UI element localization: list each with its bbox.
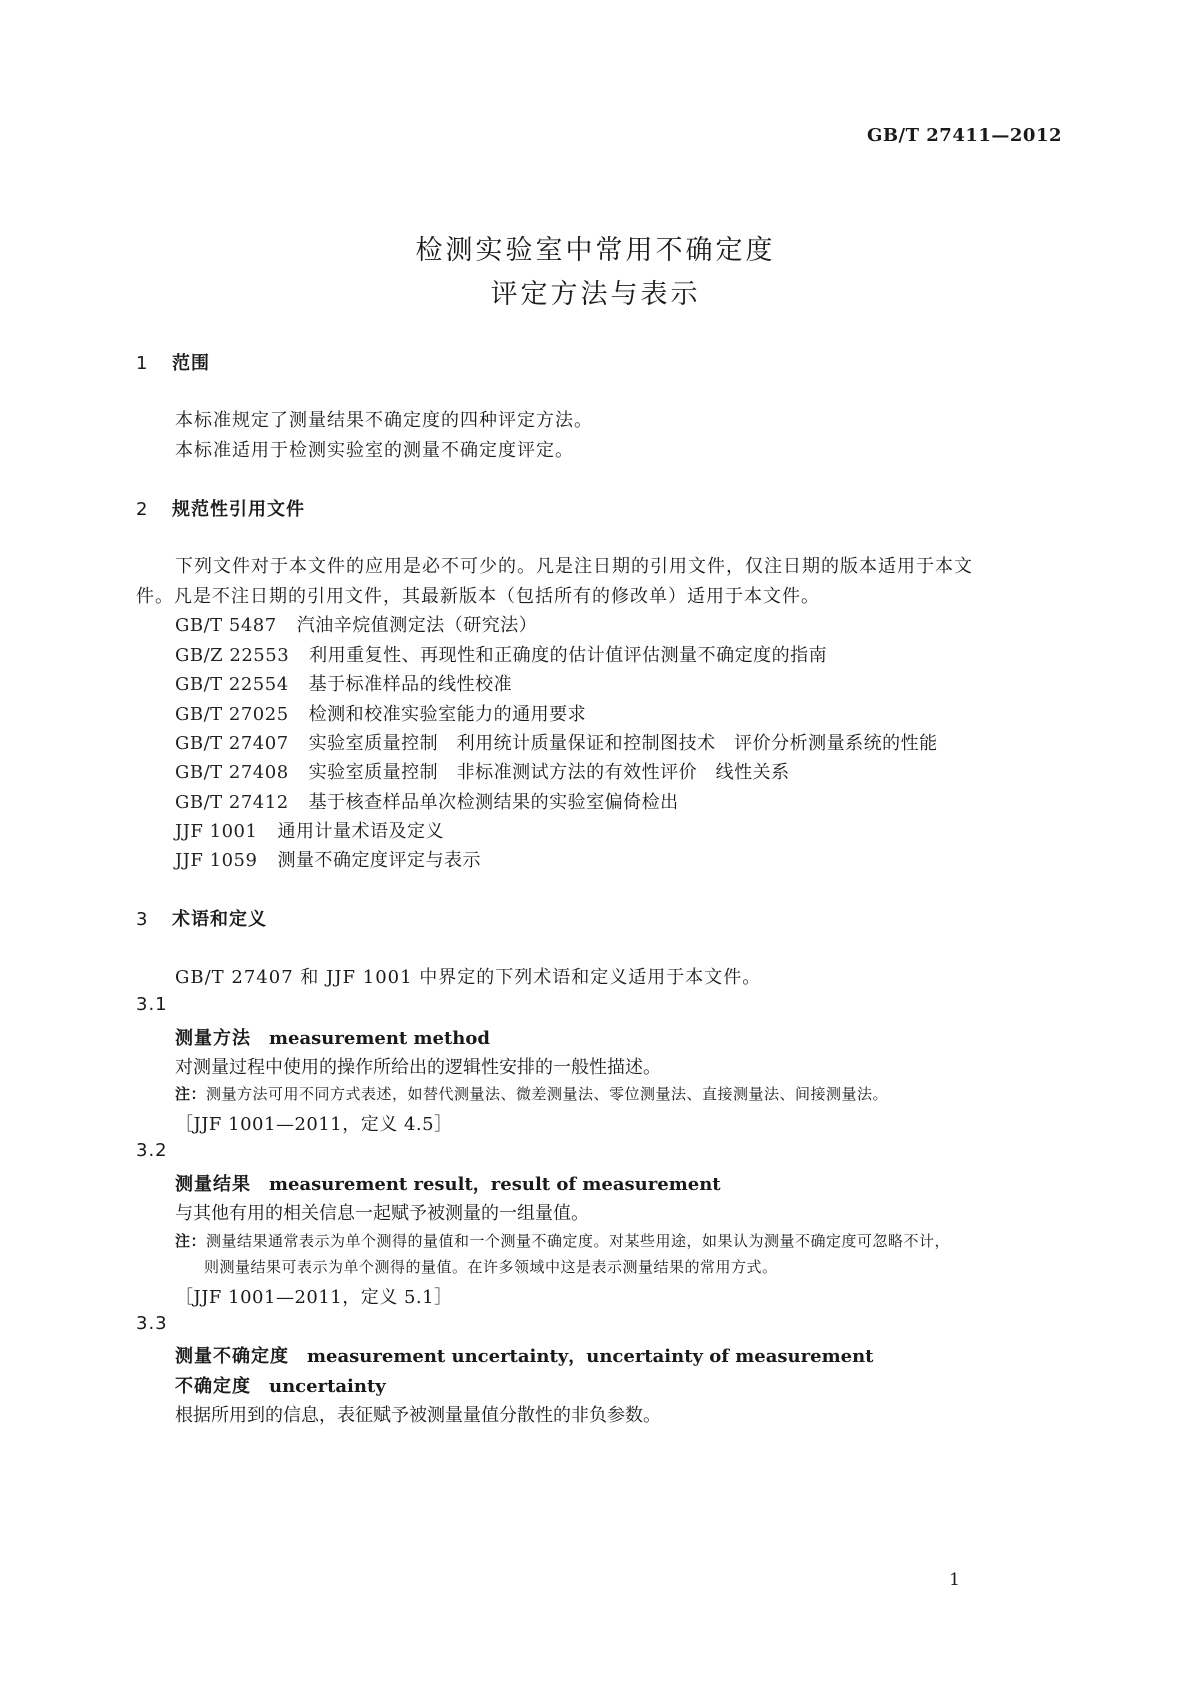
section-title: 术语和定义 (172, 909, 267, 930)
term-chinese: 测量不确定度 (175, 1346, 289, 1367)
section-2-intro-continued: 件。凡是不注日期的引用文件，其最新版本（包括所有的修改单）适用于本文件。 (136, 586, 820, 607)
term-source: ［JJF 1001—2011，定义 4.5］ (175, 1114, 453, 1135)
reference-code: GB/T 22554 (175, 674, 289, 695)
note-label: 注： (175, 1085, 207, 1103)
reference-title: 基于标准样品的线性校准 (308, 674, 513, 695)
term-note-continued: 则测量结果可表示为单个测得的量值。在许多领域中这是表示测量结果的常用方式。 (204, 1258, 778, 1276)
term-heading (175, 1342, 873, 1368)
section-1-paragraph: 本标准适用于检测实验室的测量不确定度评定。 (175, 440, 574, 461)
reference-code: GB/T 27025 (175, 704, 289, 725)
section-2-intro: 下列文件对于本文件的应用是必不可少的。凡是注日期的引用文件，仅注日期的版本适用于本文 (175, 556, 973, 577)
reference-item (175, 758, 790, 784)
reference-item (175, 788, 679, 814)
reference-code: GB/T 27407 (175, 733, 289, 754)
term-english: measurement uncertainty，uncertainty of measurement (307, 1346, 874, 1367)
term-heading-alternate (175, 1372, 386, 1398)
section-1-heading (136, 349, 210, 375)
note-text: 测量结果通常表示为单个测得的量值和一个测量不确定度。对某些用途，如果认为测量不确定度可忽略不计， (206, 1232, 951, 1250)
term-source: ［JJF 1001—2011，定义 5.1］ (175, 1287, 453, 1308)
reference-title: 基于核查样品单次检测结果的实验室偏倚检出 (308, 792, 679, 813)
note-text: 测量方法可用不同方式表述，如替代测量法、微差测量法、零位测量法、直接测量法、间接测量法。 (206, 1085, 889, 1103)
reference-code: GB/T 5487 (175, 615, 277, 636)
section-3-intro: GB/T 27407 和 JJF 1001 中界定的下列术语和定义适用于本文件。 (175, 967, 762, 988)
reference-title: 通用计量术语及定义 (277, 821, 444, 842)
term-english: measurement result，result of measurement (269, 1174, 721, 1195)
section-number: 2 (136, 499, 148, 520)
term-entry-number: 3.2 (136, 1140, 168, 1161)
reference-item (175, 641, 827, 667)
term-chinese: 测量结果 (175, 1174, 251, 1195)
section-number: 3 (136, 909, 148, 930)
section-3-heading (136, 905, 267, 931)
reference-item (175, 670, 512, 696)
term-heading (175, 1170, 721, 1196)
term-definition: 根据所用到的信息，表征赋予被测量量值分散性的非负参数。 (175, 1405, 661, 1426)
reference-title: 实验室质量控制 非标准测试方法的有效性评价 线性关系 (308, 762, 790, 783)
reference-item (175, 729, 938, 755)
term-heading (175, 1024, 490, 1050)
term-chinese: 测量方法 (175, 1028, 251, 1049)
reference-title: 实验室质量控制 利用统计质量保证和控制图技术 评价分析测量系统的性能 (308, 733, 938, 754)
term-entry-number: 3.1 (136, 994, 168, 1015)
reference-title: 检测和校准实验室能力的通用要求 (308, 704, 587, 725)
reference-item (175, 817, 444, 843)
document-title-line-2: 评定方法与表示 (490, 279, 701, 310)
term-note (175, 1083, 888, 1104)
section-2-heading (136, 495, 305, 521)
standard-number: GB/T 27411—2012 (866, 125, 1062, 146)
reference-title: 汽油辛烷值测定法（研究法） (296, 615, 538, 636)
term-chinese: 不确定度 (175, 1376, 251, 1397)
reference-code: JJF 1001 (175, 821, 258, 842)
page-number: 1 (949, 1570, 960, 1590)
term-english: measurement method (269, 1028, 490, 1049)
term-definition: 与其他有用的相关信息一起赋予被测量的一组量值。 (175, 1203, 589, 1224)
note-label: 注： (175, 1232, 207, 1250)
reference-code: GB/T 27412 (175, 792, 289, 813)
document-title-line-1: 检测实验室中常用不确定度 (415, 235, 776, 266)
reference-code: GB/Z 22553 (175, 645, 290, 666)
reference-item (175, 611, 537, 637)
reference-code: GB/T 27408 (175, 762, 289, 783)
section-title: 规范性引用文件 (172, 499, 305, 520)
term-note (175, 1230, 950, 1251)
reference-title: 测量不确定度评定与表示 (277, 850, 481, 871)
reference-item (175, 700, 586, 726)
term-english: uncertainty (269, 1376, 386, 1397)
section-title: 范围 (172, 353, 210, 374)
term-entry-number: 3.3 (136, 1313, 168, 1334)
section-1-paragraph: 本标准规定了测量结果不确定度的四种评定方法。 (175, 410, 593, 431)
reference-code: JJF 1059 (175, 850, 258, 871)
term-definition: 对测量过程中使用的操作所给出的逻辑性安排的一般性描述。 (175, 1057, 661, 1078)
reference-item (175, 846, 481, 872)
section-number: 1 (136, 353, 148, 374)
reference-title: 利用重复性、再现性和正确度的估计值评估测量不确定度的指南 (309, 645, 828, 666)
